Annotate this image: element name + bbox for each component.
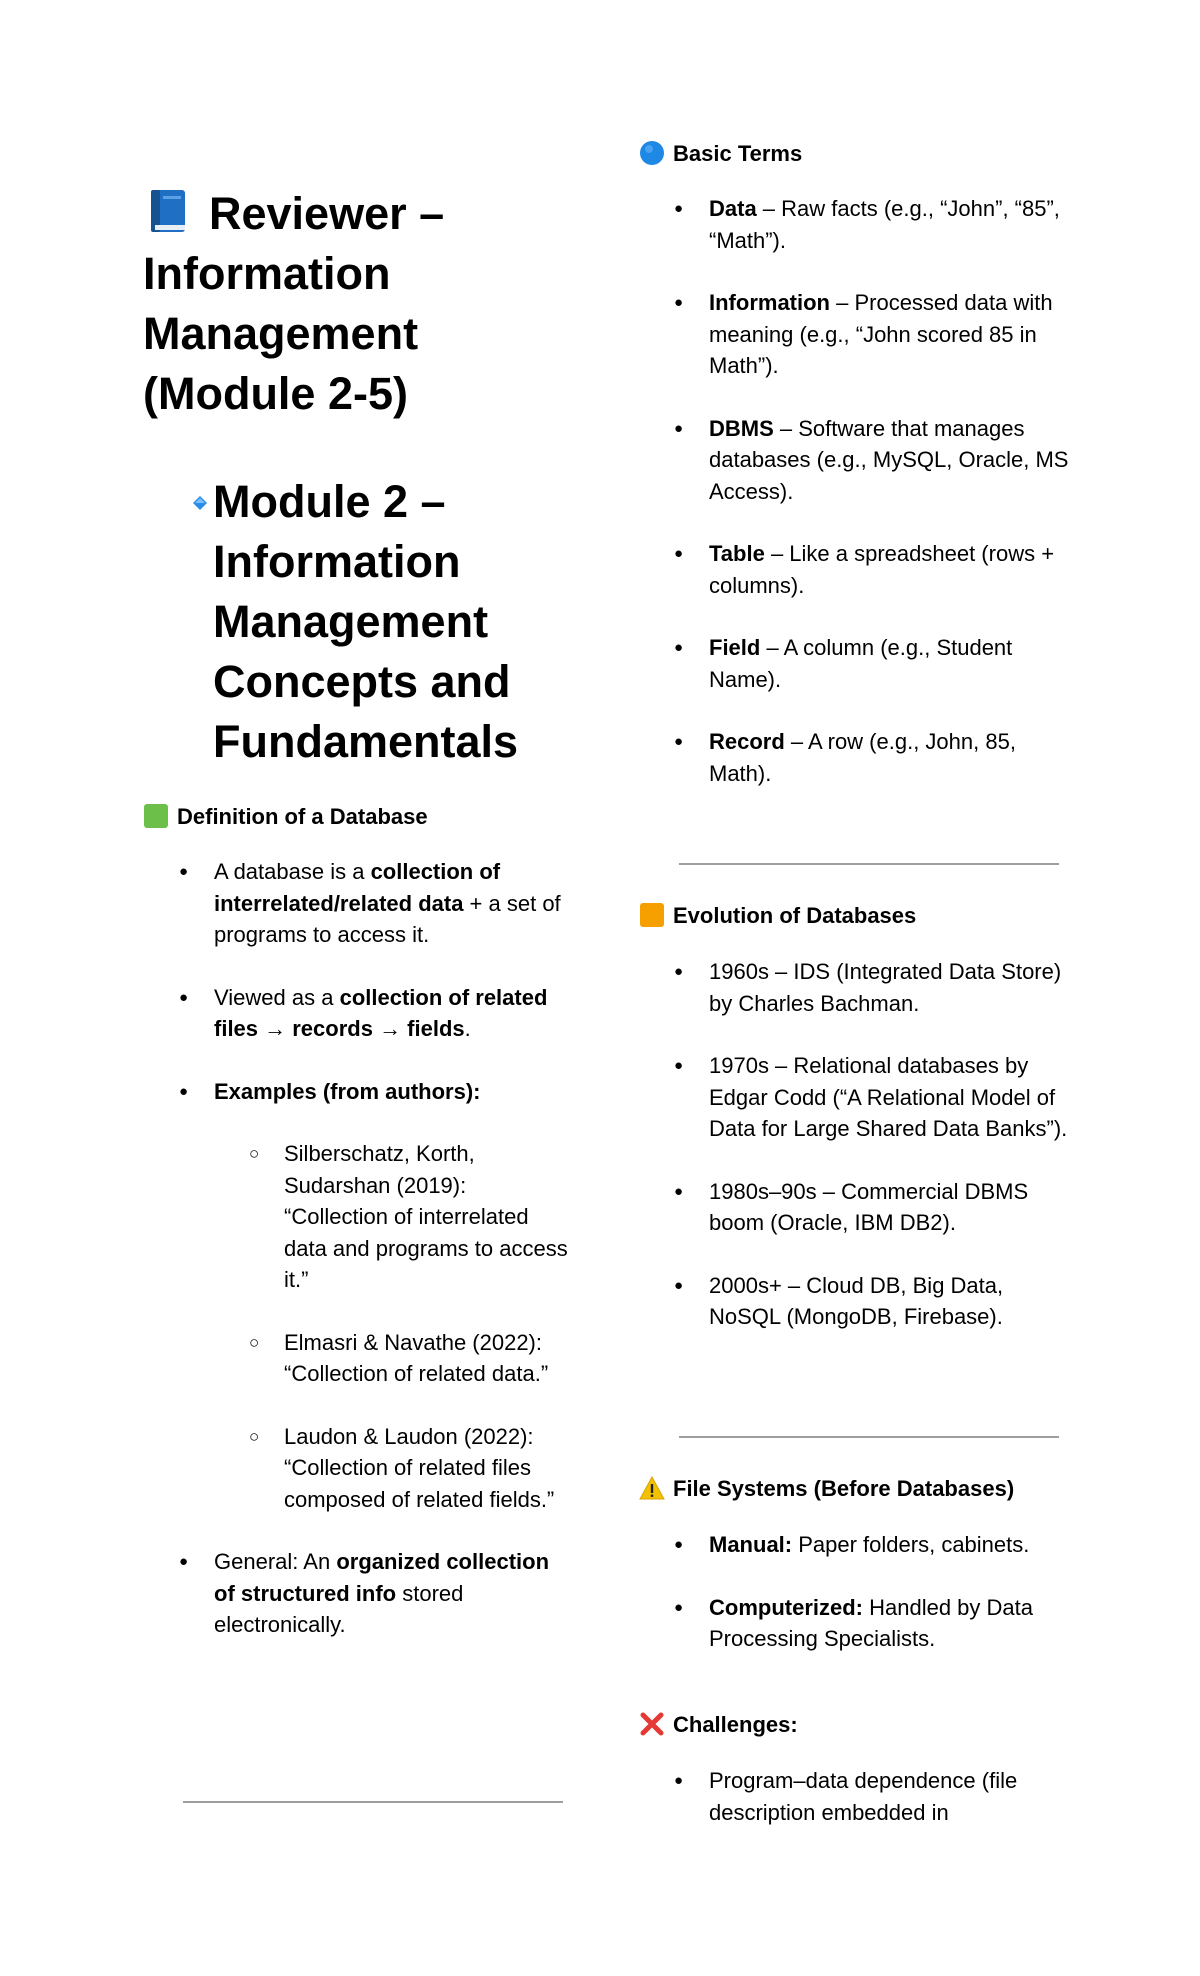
challenges-heading: Challenges: bbox=[639, 1710, 798, 1740]
warning-icon bbox=[639, 1475, 665, 1501]
module-title bbox=[213, 472, 573, 772]
horizontal-rule bbox=[183, 1801, 563, 1803]
orange-square-icon bbox=[639, 902, 665, 928]
list-item: ● Viewed as a collection of related files → records → fields. bbox=[179, 982, 573, 1045]
sub-list-item: ○ Laudon & Laudon (2022): “Collection of related files composed of related fields.” bbox=[214, 1421, 573, 1516]
list-item: ● Computerized: Handled by Data Processing Specialists. bbox=[674, 1592, 1069, 1655]
list-item: ● Record – A row (e.g., John, 85, Math). bbox=[674, 726, 1069, 789]
evolution-list bbox=[674, 956, 1069, 1364]
list-item: ● Field – A column (e.g., Student Name). bbox=[674, 632, 1069, 695]
blue-circle-icon bbox=[639, 140, 665, 166]
file-systems-heading: File Systems (Before Databases) bbox=[639, 1474, 1014, 1504]
horizontal-rule bbox=[679, 863, 1059, 865]
list-item: ● 1980s–90s – Commercial DBMS boom (Oracle, IBM DB2). bbox=[674, 1176, 1069, 1239]
basic-terms-heading: Basic Terms bbox=[639, 139, 802, 169]
horizontal-rule bbox=[679, 1436, 1059, 1438]
list-item: ● DBMS – Software that manages databases (e.g., MySQL, Oracle, MS Access). bbox=[674, 413, 1069, 508]
sub-list-item: ○ Elmasri & Navathe (2022): “Collection of related data.” bbox=[214, 1327, 573, 1390]
examples-sublist bbox=[214, 1138, 573, 1515]
list-item: ● Manual: Paper folders, cabinets. bbox=[674, 1529, 1069, 1561]
sub-list-item: ○ Silberschatz, Korth, Sudarshan (2019): “Collection of interrelated data and programs to access it.” bbox=[214, 1138, 573, 1296]
module-title-text: Module 2 – Information Management Concepts and Fundamentals bbox=[213, 476, 519, 767]
document-title bbox=[143, 184, 573, 424]
red-cross-icon bbox=[639, 1711, 665, 1737]
list-item: ● Table – Like a spreadsheet (rows + columns). bbox=[674, 538, 1069, 601]
list-item: ● 1960s – IDS (Integrated Data Store) by Charles Bachman. bbox=[674, 956, 1069, 1019]
basic-terms-list bbox=[674, 193, 1069, 820]
evolution-heading: Evolution of Databases bbox=[639, 901, 916, 931]
definition-heading: Definition of a Database bbox=[143, 802, 428, 832]
small-blue-diamond-icon bbox=[193, 496, 207, 510]
list-item: ● Examples (from authors): ○ Silberschatz, Korth, Sudarshan (2019): “Collection of interrelated data and programs to access it.” ○ Elmasri & Navathe (2022): “Collection of related data.” ○ Laudon & Laudon (2022): “Collection of related files composed of related fields.” bbox=[179, 1076, 573, 1516]
definition-list bbox=[179, 856, 573, 1672]
list-item: ● 2000s+ – Cloud DB, Big Data, NoSQL (MongoDB, Firebase). bbox=[674, 1270, 1069, 1333]
blue-book-icon bbox=[143, 187, 191, 235]
green-square-icon bbox=[143, 803, 169, 829]
list-item: ● 1970s – Relational databases by Edgar Codd (“A Relational Model of Data for Large Shared Data Banks”). bbox=[674, 1050, 1069, 1145]
list-item: ● Information – Processed data with meaning (e.g., “John scored 85 in Math”). bbox=[674, 287, 1069, 382]
file-systems-list bbox=[674, 1529, 1069, 1686]
list-item: ● General: An organized collection of structured info stored electronically. bbox=[179, 1546, 573, 1641]
list-item: ● Data – Raw facts (e.g., “John”, “85”, “Math”). bbox=[674, 193, 1069, 256]
list-item: ● A database is a collection of interrelated/related data + a set of programs to access it. bbox=[179, 856, 573, 951]
document-title-text: Reviewer – Information Management (Module 2-5) bbox=[143, 188, 445, 419]
challenges-list bbox=[674, 1765, 1069, 1859]
list-item: ● Program–data dependence (file description embedded in bbox=[674, 1765, 1069, 1828]
